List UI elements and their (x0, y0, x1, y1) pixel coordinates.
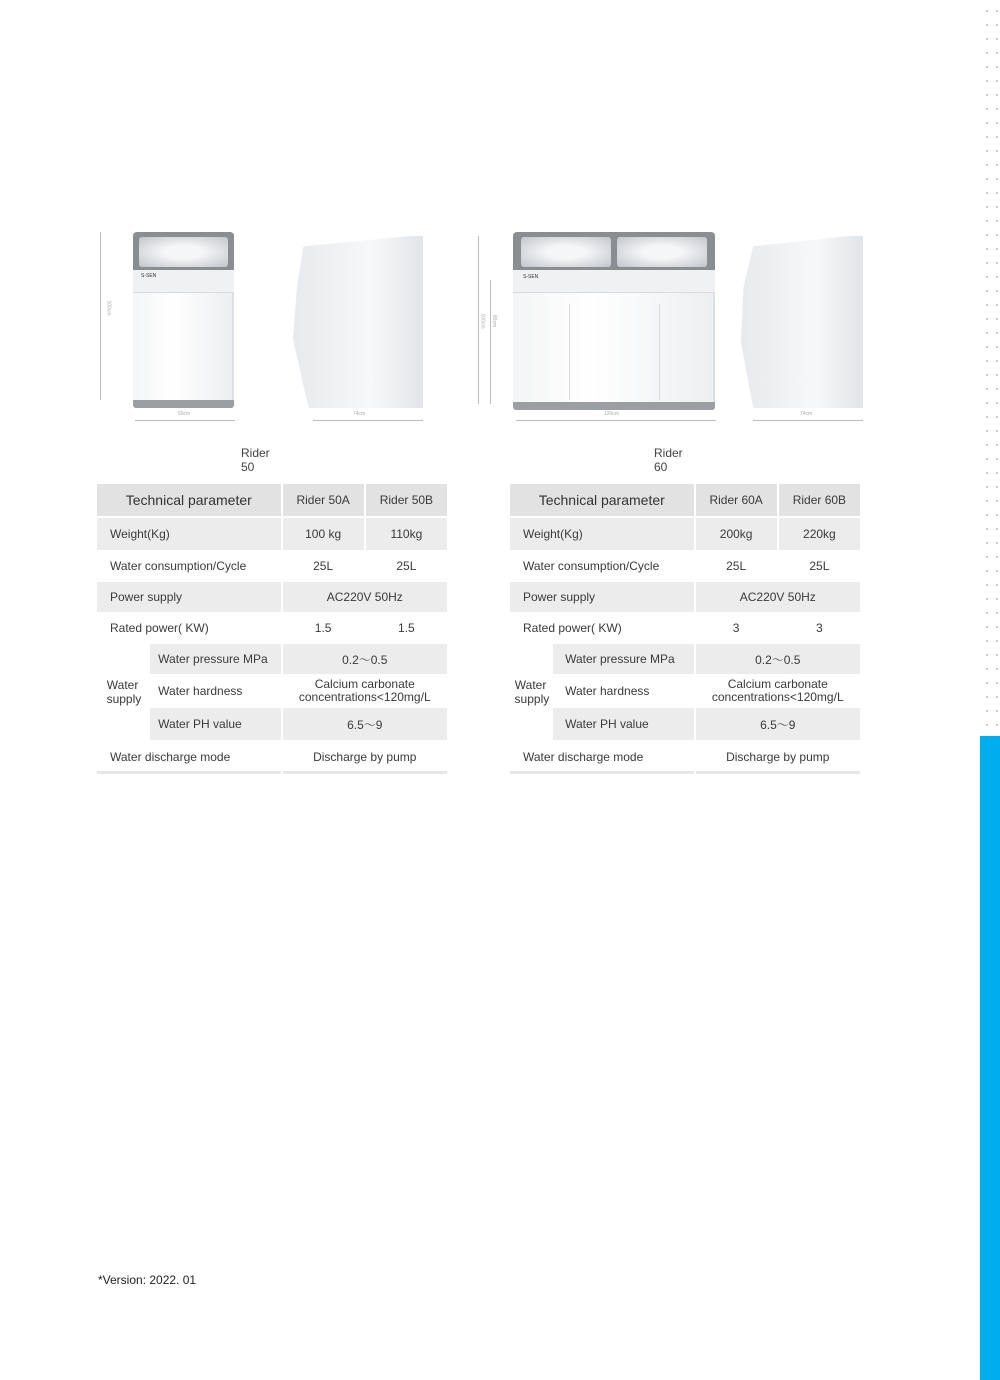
table-row (510, 708, 860, 742)
height-dimension-line-2 (490, 280, 491, 404)
version-footnote: *Version: 2022. 01 (98, 1273, 197, 1287)
row-label: Water discharge mode (97, 742, 281, 774)
row-label: Water discharge mode (510, 742, 694, 774)
row-label: Water PH value (150, 708, 280, 742)
cell-value: 6.5～9 (283, 708, 447, 742)
control-panel (513, 270, 715, 293)
row-label: Power supply (510, 582, 694, 614)
column-header-a: Rider 60A (696, 484, 777, 518)
cell-value: Calcium carbonate concentrations<120mg/L (696, 676, 860, 708)
water-supply-label: Water supply (510, 644, 551, 742)
column-header-b: Rider 50B (366, 484, 447, 518)
decorative-dot-pattern (980, 0, 1000, 736)
brand-logo: S-SEN (141, 273, 157, 279)
row-label: Water hardness (150, 676, 280, 708)
rider-60-side-view (741, 236, 863, 408)
depth-dimension-label: 74cm (800, 411, 813, 417)
table-row (97, 518, 447, 552)
cell-value: 110kg (366, 518, 447, 552)
machine-tub-left (521, 237, 611, 267)
machine-lid (133, 232, 234, 270)
height-dimension-label-2: 85cm (491, 314, 498, 328)
row-label: Power supply (97, 582, 281, 614)
table-row (510, 676, 860, 708)
rider-60-front-view (513, 232, 715, 410)
machine-base (133, 400, 234, 408)
width-dimension-label: 65cm (178, 411, 191, 417)
row-label: Water pressure MPa (553, 644, 693, 676)
cell-value: Discharge by pump (283, 742, 447, 774)
row-label: Water PH value (553, 708, 693, 742)
cell-value: 100 kg (283, 518, 364, 552)
cell-value: 0.2～0.5 (696, 644, 860, 676)
cell-value: AC220V 50Hz (696, 582, 860, 614)
table-row (510, 742, 860, 774)
height-dimension-label: 100cm (105, 300, 112, 316)
depth-dimension-label: 74cm (353, 411, 366, 417)
cell-value: 25L (696, 552, 777, 582)
row-label: Rated power( KW) (97, 614, 281, 644)
cell-value: 3 (696, 614, 777, 644)
table-row (510, 614, 860, 644)
door-seam (569, 304, 570, 400)
table-row (97, 644, 447, 676)
control-panel (133, 270, 234, 293)
row-label: Weight(Kg) (510, 518, 694, 552)
table-row (510, 518, 860, 552)
product-caption: Rider 60 (654, 446, 683, 474)
row-label: Water hardness (553, 676, 693, 708)
row-label: Rated power( KW) (510, 614, 694, 644)
cell-value: 6.5～9 (696, 708, 860, 742)
row-label: Water pressure MPa (150, 644, 280, 676)
cell-value: 1.5 (366, 614, 447, 644)
cell-value: 0.2～0.5 (283, 644, 447, 676)
table-row (510, 644, 860, 676)
table-row (97, 582, 447, 614)
rider-60-spec-table (508, 484, 862, 774)
table-row (97, 708, 447, 742)
cell-value: 25L (366, 552, 447, 582)
machine-base (513, 402, 715, 410)
rider-50-front-view (133, 232, 234, 408)
width-dimension-line (135, 420, 235, 421)
table-row (97, 614, 447, 644)
cell-value: Discharge by pump (696, 742, 860, 774)
water-supply-label: Water supply (97, 644, 148, 742)
product-caption: Rider 50 (241, 446, 270, 474)
door-seam (659, 304, 660, 400)
width-dimension-line (516, 420, 716, 421)
table-row (97, 676, 447, 708)
depth-dimension-line (313, 420, 423, 421)
table-title: Technical parameter (97, 484, 281, 518)
table-row (510, 552, 860, 582)
height-dimension-label: 100cm (479, 313, 486, 329)
machine-lid (513, 232, 715, 270)
cell-value: AC220V 50Hz (283, 582, 447, 614)
machine-tub (139, 237, 228, 267)
cell-value: Calcium carbonate concentrations<120mg/L (283, 676, 447, 708)
brand-logo: S-SEN (523, 274, 539, 280)
cell-value: 1.5 (283, 614, 364, 644)
table-row (97, 552, 447, 582)
row-label: Water consumption/Cycle (510, 552, 694, 582)
cell-value: 200kg (696, 518, 777, 552)
column-header-b: Rider 60B (779, 484, 860, 518)
table-title: Technical parameter (510, 484, 694, 518)
column-header-a: Rider 50A (283, 484, 364, 518)
height-dimension-line (100, 232, 101, 400)
table-row (97, 742, 447, 774)
cell-value: 25L (779, 552, 860, 582)
cell-value: 220kg (779, 518, 860, 552)
accent-side-bar (980, 736, 1000, 1380)
row-label: Weight(Kg) (97, 518, 281, 552)
cell-value: 3 (779, 614, 860, 644)
width-dimension-label: 120cm (604, 411, 620, 417)
rider-50-spec-table (95, 484, 449, 774)
rider-50-side-view (293, 236, 423, 408)
depth-dimension-line (753, 420, 863, 421)
row-label: Water consumption/Cycle (97, 552, 281, 582)
cell-value: 25L (283, 552, 364, 582)
machine-tub-right (617, 237, 707, 267)
table-row (510, 582, 860, 614)
